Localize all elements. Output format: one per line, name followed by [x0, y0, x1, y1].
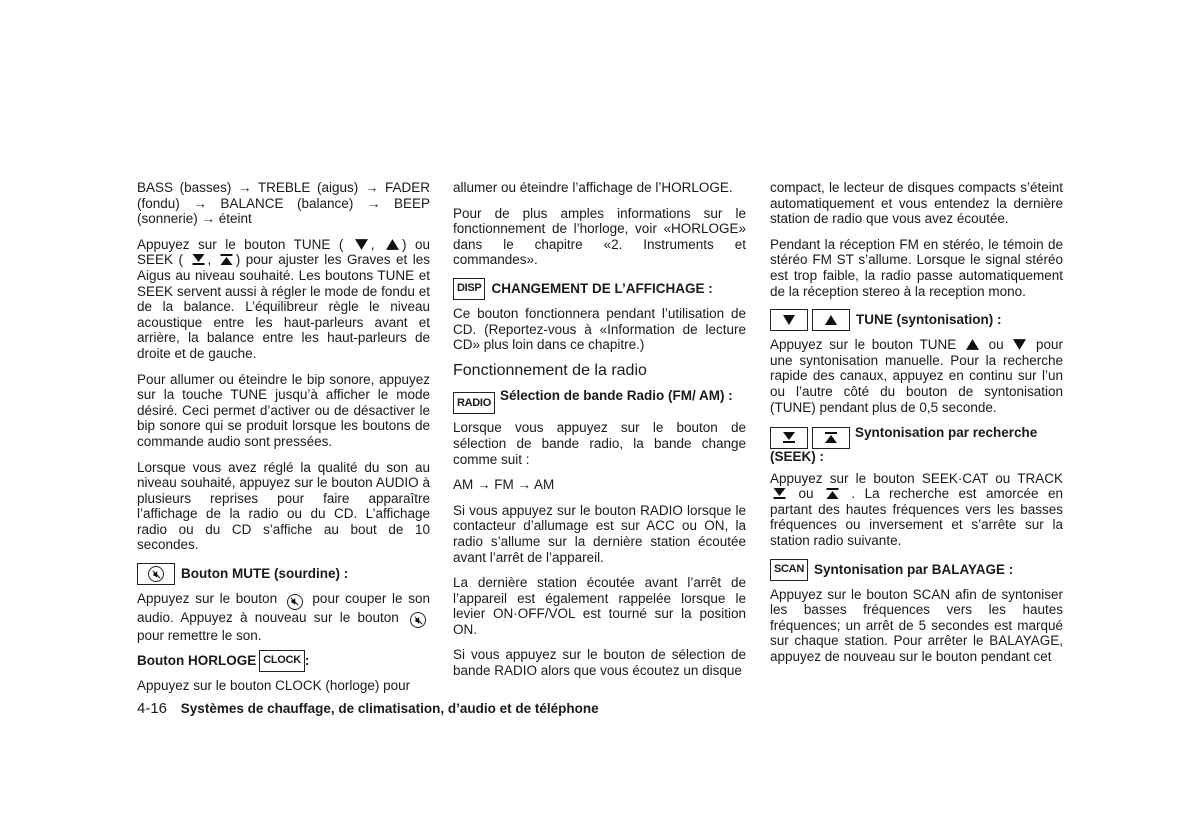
radio-button-graphic: RADIO — [453, 392, 495, 414]
paragraph: Appuyez sur le bouton SCAN afin de syntoniser les basses fréquences vers les hautes fréquences; un arrêt de 5 secondes est marqué sur chaque station. Pour arrêter le BALAYAGE, appuyez de nouveau sur le bouton pendant cet — [770, 586, 1063, 664]
tune-heading — [770, 309, 1063, 331]
paragraph: compact, le lecteur de disques compacts s’éteint automatiquement et vous entendez la dernière station de radio que vous avez écoutée. — [770, 180, 1063, 227]
heading-text: Bouton HORLOGE — [137, 652, 257, 668]
paragraph: allumer ou éteindre l’affichage de l’HORLOGE. — [453, 180, 733, 195]
paragraph: Pour allumer ou éteindre le bip sonore, appuyez sur la touche TUNE jusqu’à afficher le mode désiré. Ceci permet d’activer ou de désactiver le bip sonore qui se produit lorsque les boutons de commande audio sont pressées. — [137, 371, 430, 449]
seek-down-icon — [192, 254, 205, 265]
seek-up-icon — [220, 254, 233, 265]
text: ) ou SEEK ( — [137, 236, 430, 268]
text: pour couper le son audio. Appuyez à nouveau sur le bouton — [137, 591, 430, 625]
column-1 — [137, 180, 430, 703]
heading-text: CHANGEMENT DE L’AFFICHAGE : — [491, 281, 713, 297]
tune-down-button-graphic — [770, 309, 808, 331]
tune-up-icon — [386, 239, 399, 250]
mute-heading — [137, 563, 430, 585]
text: Appuyez sur le bouton — [137, 591, 278, 607]
mute-icon — [410, 612, 426, 628]
paragraph-tune-seek — [137, 237, 430, 362]
clock-heading — [137, 650, 430, 672]
column-3 — [770, 180, 1063, 675]
chapter-title: Systèmes de chauffage, de climatisation, d’audio et de téléphone — [180, 701, 599, 716]
text: , — [207, 252, 212, 268]
paragraph: Lorsque vous avez réglé la qualité du son au niveau souhaité, appuyez sur le bouton AUDIO à plusieurs reprises pour faire apparaître l’affichage de la radio ou du CD. L’affichage radio ou du CD s’affiche au bout de 10 secondes. — [137, 459, 430, 553]
radio-heading — [453, 388, 746, 414]
paragraph: Pour de plus amples informations sur le fonctionnement de l’horloge, voir «HORLOGE» dans le chapitre «2. Instruments et commandes». — [453, 205, 746, 268]
paragraph: BASS (basses) → TREBLE (aigus) → FADER (fondu) → BALANCE (balance) → BEEP (sonnerie) → éteint — [137, 180, 430, 227]
text: ou — [988, 337, 1004, 353]
tune-up-button-graphic — [812, 309, 850, 331]
paragraph-tune — [770, 337, 1063, 415]
text: Appuyez sur le bouton TUNE — [770, 337, 957, 353]
paragraph: AM → FM → AM — [453, 477, 555, 493]
seek-heading — [770, 425, 1063, 465]
clock-button-graphic: CLOCK — [259, 650, 305, 672]
scan-button-graphic: SCAN — [770, 559, 808, 581]
page-number: 4-16 — [137, 700, 168, 717]
text: pour remettre le son. — [137, 628, 262, 644]
paragraph: La dernière station écoutée avant l’arrêt de l’appareil est également rappelée lorsque le levier ON·OFF/VOL est tourné sur la position ON. — [453, 575, 746, 637]
seek-up-icon — [825, 432, 837, 443]
paragraph-mute — [137, 591, 430, 644]
paragraph: Pendant la réception FM en stéréo, le témoin de stéréo FM ST s’allume. Lorsque le signal stéréo est trop faible, la radio passe automatiquement de la réception stereo à la reception mono. — [770, 236, 1063, 299]
tune-down-icon — [1013, 339, 1026, 350]
paragraph: Si vous appuyez sur le bouton de sélection de bande RADIO alors que vous écoutez un disque — [453, 647, 746, 679]
text: Appuyez sur le bouton SEEK·CAT ou TRACK — [770, 470, 1063, 486]
heading-text: Bouton MUTE (sourdine) : — [181, 566, 349, 582]
text: Appuyez sur le bouton TUNE ( — [137, 236, 344, 252]
mute-icon — [148, 566, 164, 582]
text: , — [370, 236, 375, 252]
column-2 — [453, 180, 746, 689]
disp-button-graphic: DISP — [453, 278, 485, 300]
heading-colon: : — [304, 652, 310, 668]
seek-down-button-graphic — [770, 427, 808, 449]
paragraph-seek — [770, 471, 1063, 549]
mute-button-graphic — [137, 563, 175, 585]
heading-text: TUNE (syntonisation) : — [856, 312, 1002, 328]
mute-icon — [287, 594, 303, 610]
text: . La recherche est amorcée en partant des hautes fréquences vers les basses fréquences ou inversement et s’arrête sur la station radio suivante. — [770, 486, 1063, 548]
seek-up-icon — [826, 488, 839, 499]
seek-down-icon — [783, 432, 795, 443]
paragraph: Appuyez sur le bouton CLOCK (horloge) pour — [137, 677, 411, 693]
heading-text: Sélection de bande Radio (FM/ AM) : — [499, 388, 733, 404]
heading-text: Syntonisation par BALAYAGE : — [813, 561, 1014, 577]
text: ou — [798, 486, 814, 502]
page-footer — [137, 700, 599, 717]
text: pour une syntonisation manuelle. Pour la recherche rapide des canaux, appuyez en continu sur l’un ou l’autre côté du bouton de syntonisation (TUNE) pendant plus de 0,5 seconde. — [770, 337, 1063, 415]
section-title: Fonctionnement de la radio — [453, 361, 647, 379]
paragraph: Lorsque vous appuyez sur le bouton de sélection de bande radio, la bande change comme suit : — [453, 420, 746, 467]
tune-up-icon — [966, 339, 979, 350]
tune-down-icon — [783, 315, 795, 325]
disp-heading — [453, 278, 746, 300]
scan-heading — [770, 559, 1063, 581]
tune-up-icon — [825, 315, 837, 325]
paragraph: Si vous appuyez sur le bouton RADIO lorsque le contacteur d’allumage est sur ACC ou ON, la radio s’allume sur la dernière station écoutée avant l’arrêt de l’appareil. — [453, 502, 746, 565]
paragraph: Ce bouton fonctionnera pendant l’utilisation de CD. (Reportez-vous à «Information de lecture CD» plus loin dans ce chapitre.) — [453, 305, 746, 353]
seek-up-button-graphic — [812, 427, 850, 449]
text: ) pour ajuster les Graves et les Aigus au niveau souhaité. Les boutons TUNE et SEEK servent aussi à régler le mode de fondu et de la balance. L’équilibreur règle le niveau acoustique entre les haut-parleurs avant et arrière, la balance entre les haut-parleurs de droite et de gauche. — [137, 252, 430, 361]
seek-down-icon — [773, 488, 786, 499]
tune-down-icon — [355, 239, 368, 250]
heading-text: Syntonisation par recherche (SEEK) : — [770, 425, 1038, 464]
